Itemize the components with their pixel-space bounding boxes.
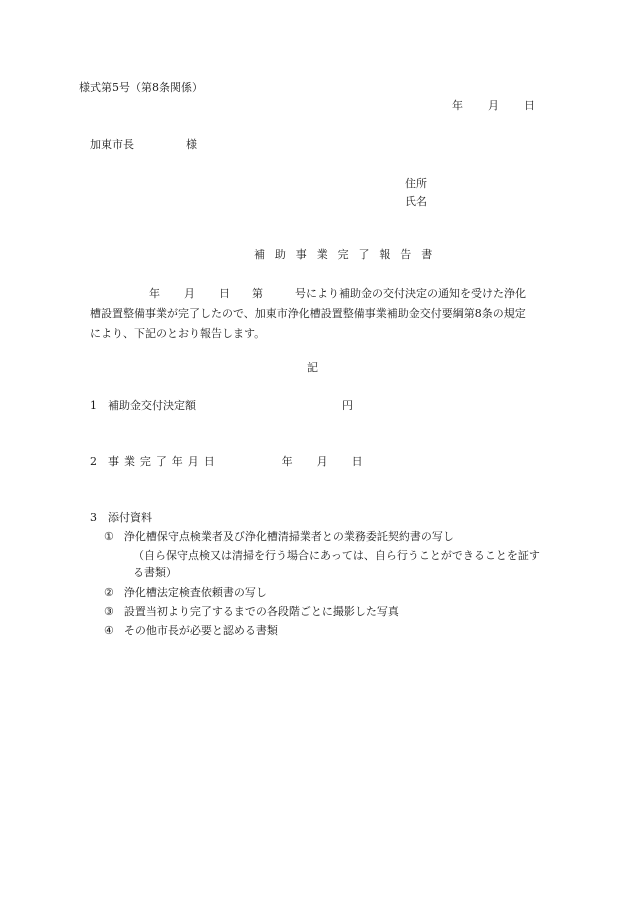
item-2-year: 年: [281, 455, 293, 468]
date-month: 月: [488, 99, 499, 112]
item-1: [90, 399, 353, 413]
addressee-name: 加東市長: [90, 138, 134, 151]
attachment-text: その他市長が必要と認める書類: [123, 624, 278, 637]
item-2-label: 事業完了年月日: [108, 455, 220, 468]
attachment-mark: ④: [104, 624, 114, 637]
body-year: 年: [149, 287, 160, 300]
item-3: [90, 511, 152, 525]
body-line-3: により、下記のとおり報告します。: [90, 327, 266, 340]
attachment-mark: ②: [104, 586, 114, 599]
body-day: 日: [219, 287, 230, 300]
name-label: 氏名: [405, 195, 427, 208]
item-2-month: 月: [316, 455, 328, 468]
address-label: 住所: [405, 177, 427, 190]
item-3-number: 3: [90, 511, 97, 524]
attachment-item: [104, 605, 399, 619]
item-1-number: 1: [90, 399, 97, 412]
date-line: [452, 99, 535, 113]
body-paragraph: [90, 284, 550, 344]
date-day: 日: [524, 99, 535, 112]
item-2-day: 日: [351, 455, 363, 468]
attachment-mark: ①: [104, 530, 114, 543]
attachment-text: 設置当初より完了するまでの各段階ごとに撮影した写真: [123, 605, 399, 618]
item-3-label: 添付資料: [108, 511, 152, 524]
attachment-item: [104, 530, 454, 544]
body-month: 月: [184, 287, 195, 300]
item-2-number: 2: [90, 455, 97, 468]
attachment-text: 浄化槽法定検査依頼書の写し: [123, 586, 267, 599]
form-number: 様式第5号（第8条関係）: [79, 81, 203, 94]
body-line1-rest: 号により補助金の交付決定の通知を受けた浄化: [295, 287, 526, 300]
addressee: [90, 138, 197, 152]
attachment-note-1: （自ら保守点検又は清掃を行う場合にあっては、自ら行うことができることを証す: [133, 549, 540, 562]
body-line-2: 槽設置整備事業が完了したので、加東市浄化槽設置整備事業補助金交付要綱第8条の規定: [90, 307, 526, 320]
body-line-1: [90, 284, 550, 304]
date-year: 年: [452, 99, 463, 112]
attachment-item: [104, 624, 278, 638]
item-2: [90, 455, 363, 469]
attachment-mark: ③: [104, 605, 114, 618]
attachment-note-2: る書類）: [133, 566, 177, 579]
document-title: 補助事業完了報告書: [254, 248, 443, 261]
addressee-honorific: 様: [186, 138, 197, 151]
body-no-prefix: 第: [252, 287, 263, 300]
ki-heading: 記: [307, 361, 318, 374]
attachment-text: 浄化槽保守点検業者及び浄化槽清掃業者との業務委託契約書の写し: [123, 530, 454, 543]
item-1-unit: 円: [342, 399, 353, 412]
item-1-label: 補助金交付決定額: [108, 399, 196, 412]
attachment-item: [104, 586, 267, 600]
